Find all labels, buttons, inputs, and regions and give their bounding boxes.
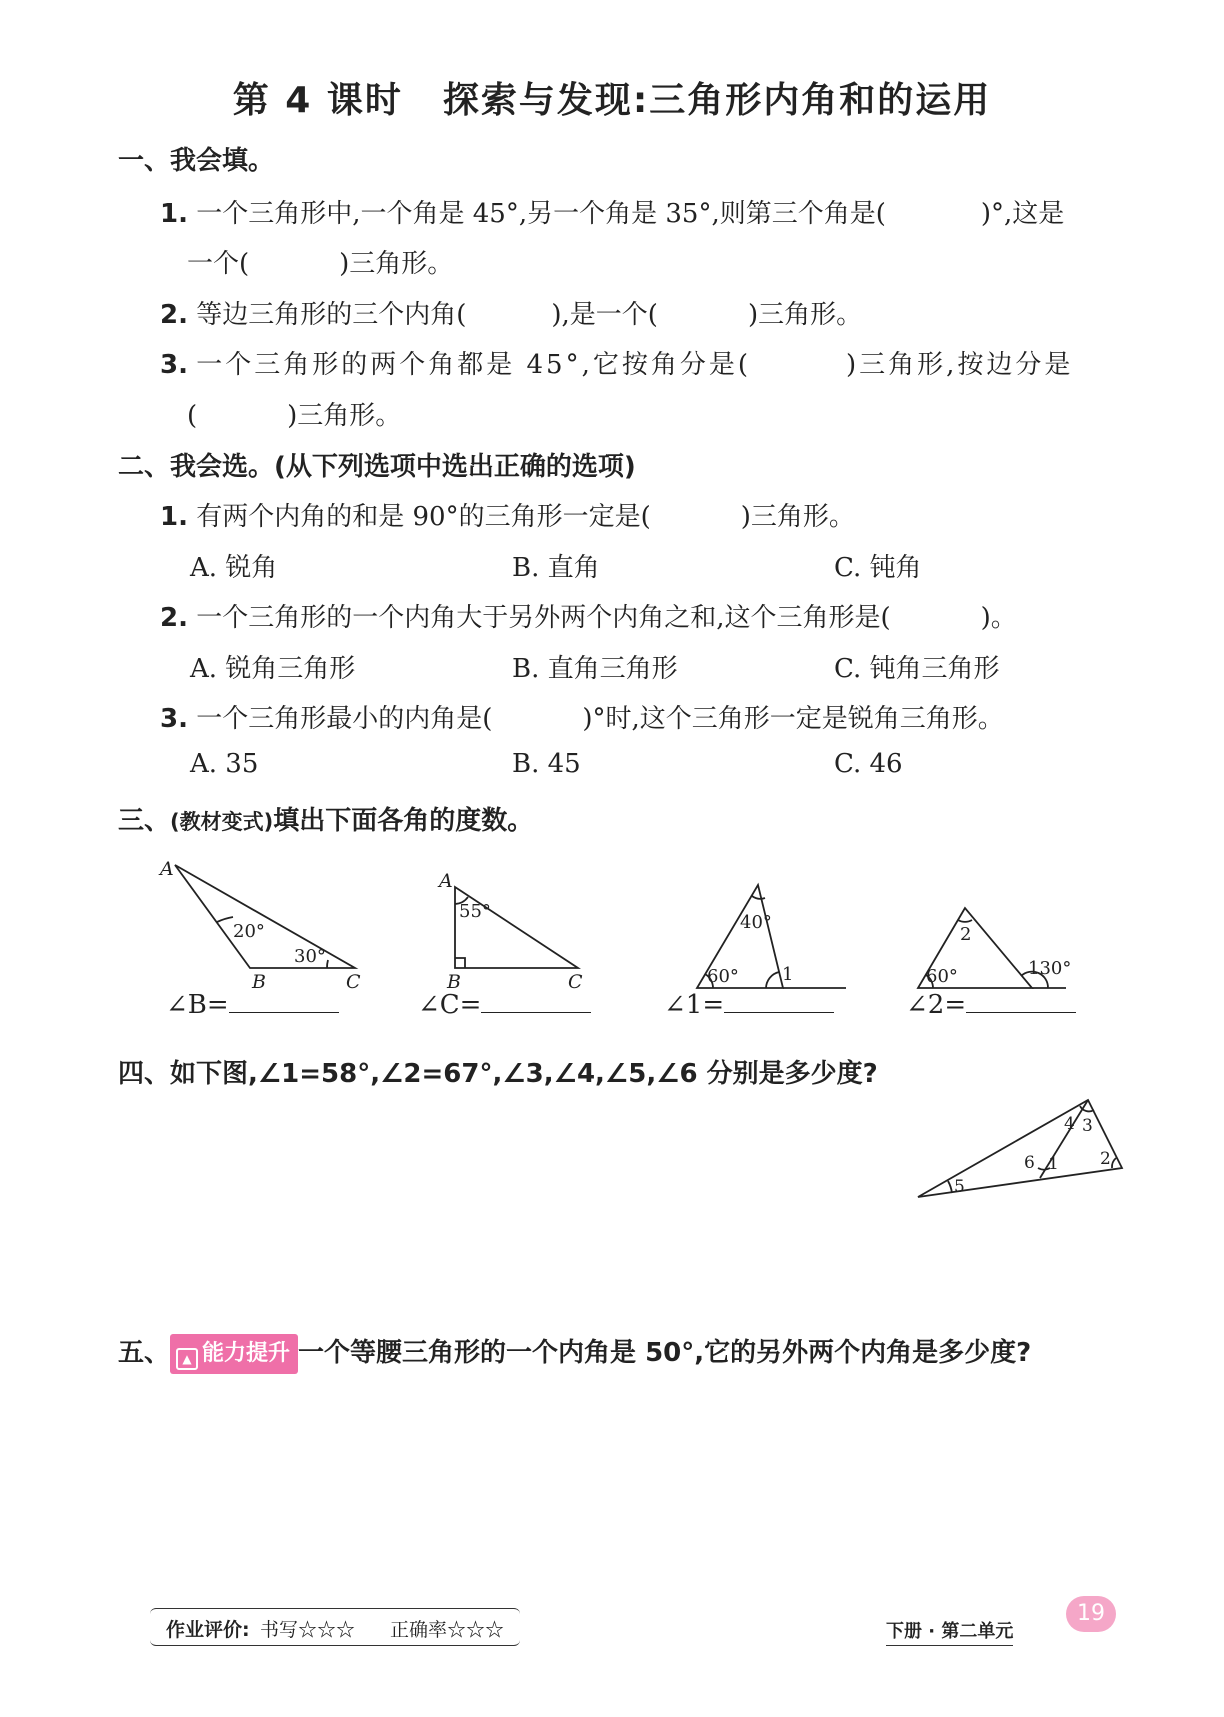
fig3-angle-top-value: 40° bbox=[740, 912, 772, 933]
section-2-heading: 二、我会选。(从下列选项中选出正确的选项) bbox=[118, 452, 636, 482]
s2-q3-option-a: A. 35 bbox=[190, 749, 259, 779]
evaluation-label: 作业评价: bbox=[166, 1619, 250, 1641]
fig2-label-a: A bbox=[439, 870, 453, 892]
homework-evaluation bbox=[150, 1608, 520, 1646]
s2-q2-option-c: C. 钝角三角形 bbox=[834, 654, 1000, 684]
fig1-angle-a-value: 20° bbox=[233, 921, 265, 942]
s2-q1-option-c: C. 钝角 bbox=[834, 553, 922, 583]
fig1-angle-c-value: 30° bbox=[294, 946, 326, 967]
fig3-angle-1-label: 1 bbox=[782, 964, 794, 985]
fig1-label-a: A bbox=[160, 858, 174, 880]
s2-question-1: 1. 有两个内角的和是 90°的三角形一定是( )三角形。 bbox=[160, 502, 855, 532]
section-4-heading: 四、如下图,∠1=58°,∠2=67°,∠3,∠4,∠5,∠6 分别是多少度? bbox=[118, 1059, 878, 1089]
fig1-answer-line[interactable] bbox=[229, 990, 339, 1013]
s2-q3-option-c: C. 46 bbox=[834, 749, 903, 779]
fig1-angle-a-arc bbox=[217, 917, 233, 922]
fig2-answer-line[interactable] bbox=[481, 990, 591, 1013]
s1-question-3-cont: ( )三角形。 bbox=[187, 401, 402, 431]
fig3-interior-arc bbox=[766, 972, 779, 988]
s2-q2-option-a: A. 锐角三角形 bbox=[190, 654, 356, 684]
fig2-label-b: B bbox=[447, 971, 461, 993]
fig4-angle-2-label: 2 bbox=[960, 924, 972, 945]
s4-angle-2-arc bbox=[1112, 1158, 1116, 1168]
lesson-topic: 探索与发现:三角形内角和的运用 bbox=[442, 80, 992, 121]
section-5-heading: 五、 ▲ 能力提升 一个等腰三角形的一个内角是 50°,它的另外两个内角是多少度? bbox=[118, 1332, 1031, 1374]
s2-q3-option-b: B. 45 bbox=[512, 749, 581, 779]
s2-q1-option-b: B. 直角 bbox=[512, 553, 600, 583]
unit-label: 下册 · 第二单元 bbox=[886, 1617, 1013, 1646]
ability-badge: ▲ 能力提升 bbox=[170, 1334, 298, 1374]
s2-q1-option-a: A. 锐角 bbox=[190, 553, 278, 583]
fig3-answer-line[interactable] bbox=[724, 990, 834, 1013]
fig2-answer: ∠C= bbox=[418, 990, 591, 1020]
s1-question-2: 2. 等边三角形的三个内角( ),是一个( )三角形。 bbox=[160, 300, 863, 330]
s4-label-5: 5 bbox=[954, 1177, 965, 1197]
fig1-angle-c-arc bbox=[327, 960, 328, 968]
accuracy-stars[interactable]: 正确率☆☆☆ bbox=[390, 1619, 505, 1641]
s4-label-4: 4 bbox=[1064, 1114, 1075, 1134]
fig1-answer: ∠B= bbox=[166, 990, 339, 1020]
s1-question-1-cont: 一个( )三角形。 bbox=[187, 249, 454, 279]
fig4-angle-top-arc bbox=[958, 920, 972, 922]
fig2-triangle bbox=[455, 887, 578, 968]
s1-question-1: 1. 一个三角形中,一个角是 45°,另一个角是 35°,则第三个角是( )°,这是 bbox=[160, 199, 1065, 229]
s2-question-3: 3. 一个三角形最小的内角是( )°时,这个三角形一定是锐角三角形。 bbox=[160, 704, 1004, 734]
page-number: 19 bbox=[1066, 1596, 1116, 1632]
s4-angle-5-arc bbox=[948, 1181, 952, 1193]
s4-label-6: 6 bbox=[1024, 1153, 1035, 1173]
page-title bbox=[0, 72, 1224, 123]
s4-label-2: 2 bbox=[1100, 1149, 1111, 1169]
fig3-angle-left-value: 60° bbox=[707, 966, 739, 987]
fig4-answer-line[interactable] bbox=[966, 990, 1076, 1013]
fig3-angle-top-arc bbox=[752, 896, 765, 899]
fig2-right-angle-mark bbox=[455, 958, 465, 968]
fig1-label-c: C bbox=[346, 971, 361, 993]
fig1-triangle bbox=[175, 865, 355, 968]
fig4-angle-left-value: 60° bbox=[926, 966, 958, 987]
fig4-exterior-value: 130° bbox=[1028, 958, 1072, 979]
section-1-heading: 一、我会填。 bbox=[118, 146, 275, 176]
fig1-label-b: B bbox=[252, 971, 266, 993]
s2-q2-option-b: B. 直角三角形 bbox=[512, 654, 678, 684]
fig3-answer: ∠1= bbox=[664, 990, 834, 1020]
section-4-figure bbox=[900, 1090, 1140, 1210]
fig2-angle-a-value: 55° bbox=[459, 901, 491, 922]
writing-stars[interactable]: 书写☆☆☆ bbox=[260, 1619, 356, 1641]
fig4-answer: ∠2= bbox=[906, 990, 1076, 1020]
s2-question-2: 2. 一个三角形的一个内角大于另外两个内角之和,这个三角形是( )。 bbox=[160, 603, 1017, 633]
fig2-label-c: C bbox=[568, 971, 583, 993]
flag-icon: ▲ bbox=[176, 1348, 198, 1370]
s4-label-1: 1 bbox=[1048, 1154, 1059, 1174]
s1-question-3: 3. 一个三角形的两个角都是 45°,它按角分是( )三角形,按边分是 bbox=[160, 350, 1074, 380]
lesson-number: 第 4 课时 bbox=[232, 80, 403, 121]
section-3-heading: 三、(教材变式)填出下面各角的度数。 bbox=[118, 806, 534, 836]
s4-label-3: 3 bbox=[1082, 1116, 1093, 1136]
